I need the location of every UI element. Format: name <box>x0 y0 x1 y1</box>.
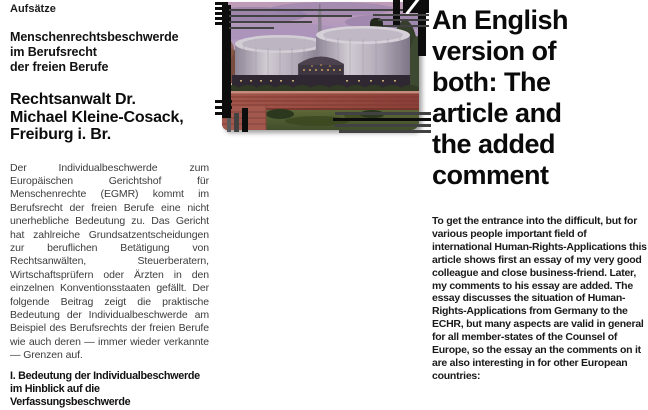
frame-tick-icon <box>215 22 224 25</box>
photo-frame <box>215 0 437 150</box>
frame-top-line <box>229 27 274 29</box>
frame-tick-icon <box>215 2 228 5</box>
article-title: Menschenrechtsbeschwerde im Berufsrecht der freien Berufe <box>10 30 179 74</box>
frame-top-line <box>229 9 417 11</box>
frame-right-bar <box>393 0 400 26</box>
article-abstract: Der Individualbeschwerde zum Europäischen Gerichtshof für Menschenrechte (EGMR) kommt im Berufsrecht der freien Berufe eine nicht unerhebliche Bedeutung zu. Das Gericht hat zahlreiche Grundsatzentscheidungen zur beruflichen Betätigung von Rechtsanwälten, Steuerberatern, Wirtschaftsprüfern oder Ärzten in den einzelnen Konventionsstaaten gefällt. Der folgende Beitrag zeigt die praktische Bedeutung der Individualbeschwerde am Beispiel des Berufsrechts der freien Berufe wie auch deren — immer wieder verkannte — Grenzen auf. <box>10 161 209 362</box>
frame-tick-icon <box>215 7 228 10</box>
frame-tick-icon <box>215 112 229 115</box>
section-heading-1: I. Bedeutung der Individualbeschwerde im Hinblick auf die Verfassungsbeschwerde <box>10 369 200 408</box>
frame-tick-icon <box>215 12 228 15</box>
article-author: Rechtsanwalt Dr. Michael Kleine-Cosack, Freiburg i. Br. <box>10 91 184 143</box>
frame-right-line <box>373 14 429 16</box>
german-article-column <box>10 0 209 409</box>
section-kicker: Aufsätze <box>10 3 56 15</box>
english-version-column <box>432 0 648 383</box>
english-heading: An English version of both: The article and the added comment <box>432 5 568 190</box>
frame-right-line <box>383 25 429 27</box>
frame-right-line <box>378 19 429 21</box>
frame-tick-icon <box>215 100 232 103</box>
frame-bottom-stripe <box>333 118 431 121</box>
frame-bottom-stripe <box>335 112 431 115</box>
frame-top-line <box>229 21 312 23</box>
frame-top-line <box>229 15 352 17</box>
frame-equalizer-bar-icon <box>227 118 231 132</box>
frame-equalizer-bar-icon <box>234 113 239 132</box>
frame-tick-icon <box>215 17 228 20</box>
frame-bottom-stripe <box>335 124 431 127</box>
frame-tick-icon <box>215 106 232 109</box>
frame-equalizer-bar-icon <box>242 108 248 132</box>
english-intro-paragraph: To get the entrance into the difficult, but for various people important field of international Human-Rights-Applications this article shows first an essay of my very good colleague and close business-friend. Later, my comments to his essay are added. The essay discusses the situation of Human-Rights-Applications from Germany to the ECHR, but many aspects are valid in general for all member-states of the Counsel of Europe, so the essay an the comments on it are also interesting in for other European countries: <box>432 215 647 382</box>
frame-bottom-stripe <box>339 130 431 133</box>
